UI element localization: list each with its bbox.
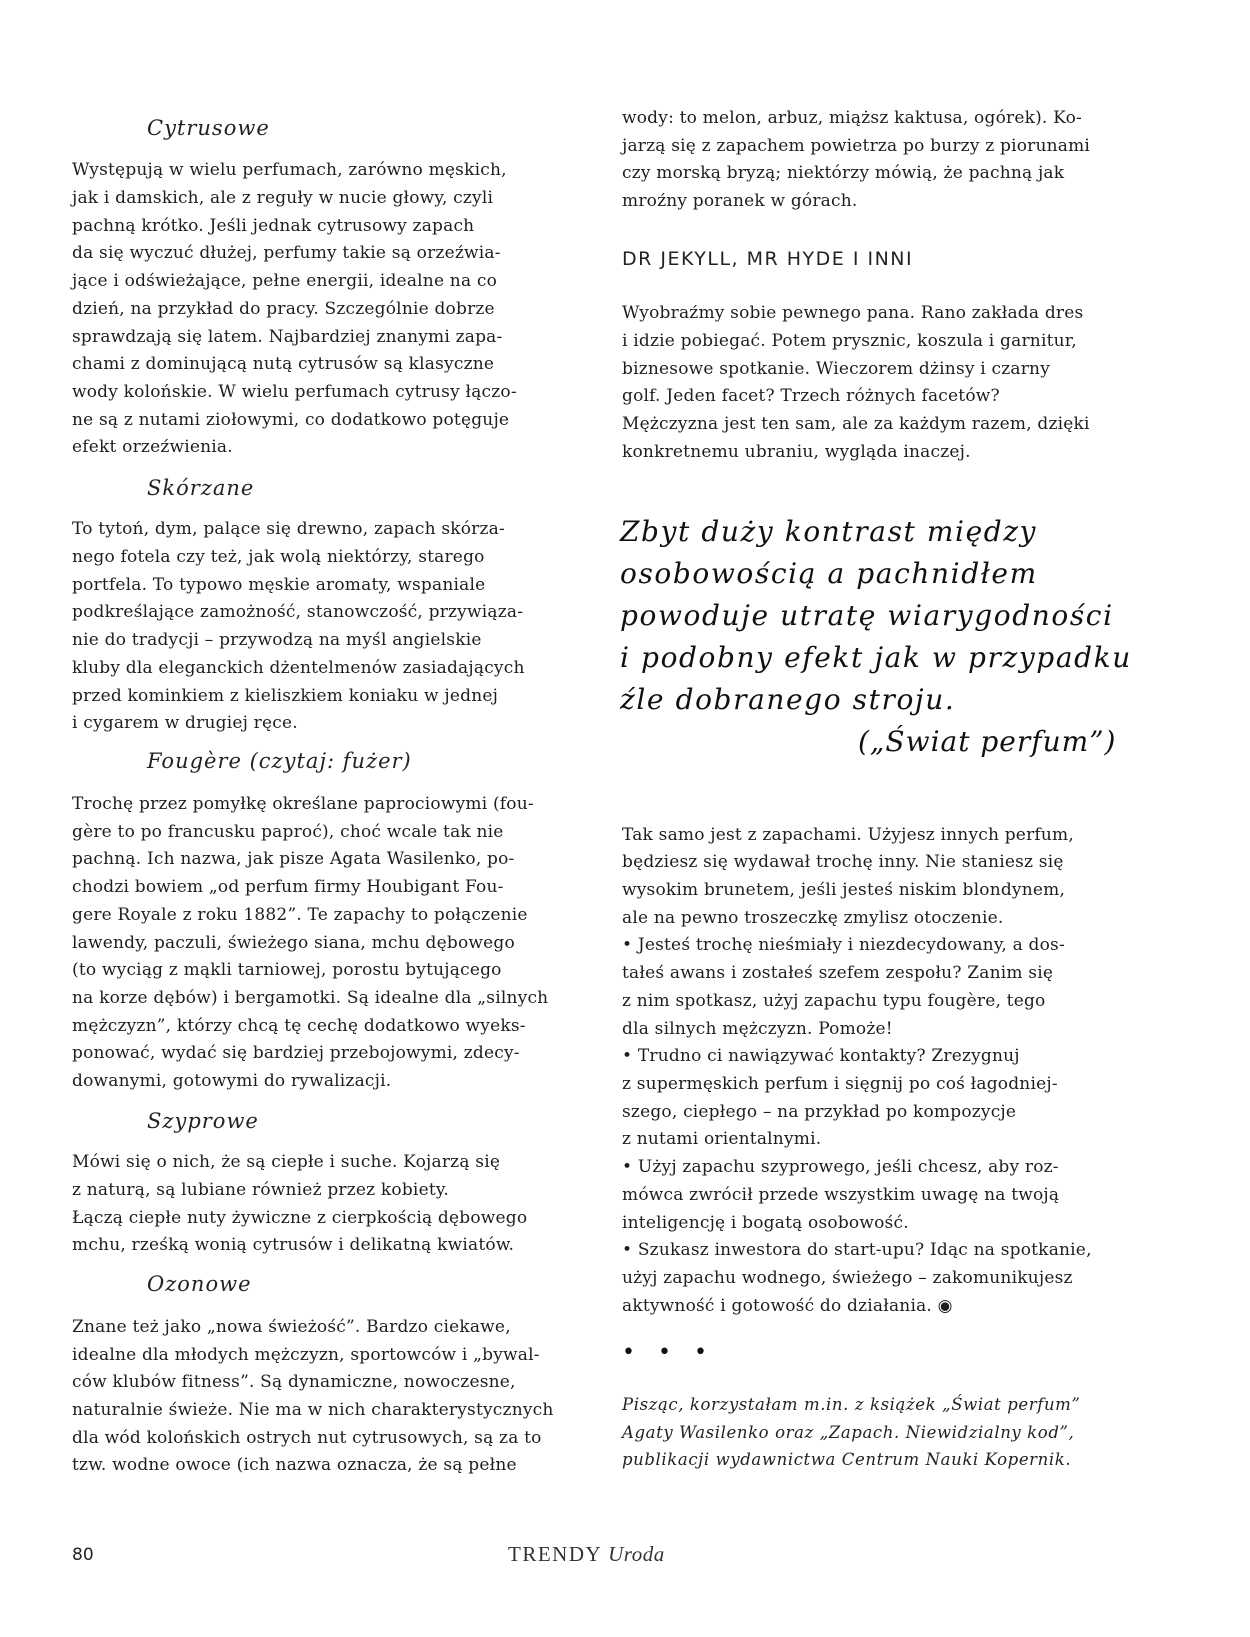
body-line: chami z dominującą nutą cytrusów są klasyczne xyxy=(72,354,495,374)
body-line: Łączą ciepłe nuty żywiczne z cierpkością dębowego xyxy=(72,1208,528,1228)
bullet-item: • Jesteś trochę nieśmiały i niezdecydowany, a dos- xyxy=(622,935,1065,955)
section-heading-dr-jekyll: DR JEKYLL, MR HYDE I INNI xyxy=(622,248,914,270)
section-heading-cytrusowe: Cytrusowe xyxy=(147,116,270,140)
body-line: przed kominkiem z kieliszkiem koniaku w jednej xyxy=(72,686,499,706)
body-line: (to wyciąg z mąkli tarniowej, porostu bytującego xyxy=(72,960,502,980)
body-line: użyj zapachu wodnego, świeżego – zakomunikujesz xyxy=(622,1268,1073,1288)
body-line: mchu, rześką wonią cytrusów i delikatną kwiatów. xyxy=(72,1235,515,1255)
body-line: pachną krótko. Jeśli jednak cytrusowy zapach xyxy=(72,216,475,236)
body-line: dla wód kolońskich ostrych nut cytrusowych, są za to xyxy=(72,1428,542,1448)
brand-main: TRENDY xyxy=(508,1542,602,1566)
source-note-line: Pisząc, korzystałam m.in. z książek „Świat perfum” xyxy=(622,1395,1081,1414)
body-line: ale na pewno troszeczkę zmylisz otoczenie. xyxy=(622,908,1004,928)
body-line: tałeś awans i zostałeś szefem zespołu? Zanim się xyxy=(622,963,1054,983)
body-line: nie do tradycji – przywodzą na myśl angielskie xyxy=(72,630,482,650)
body-line: z nim spotkasz, użyj zapachu typu fougère, tego xyxy=(622,991,1046,1011)
body-line: gère to po francusku paproć), choć wcale tak nie xyxy=(72,822,504,842)
body-line: chodzi bowiem „od perfum firmy Houbigant Fou- xyxy=(72,877,504,897)
body-line: będziesz się wydawał trochę inny. Nie staniesz się xyxy=(622,852,1064,872)
bullet-item: • Użyj zapachu szyprowego, jeśli chcesz, aby roz- xyxy=(622,1157,1059,1177)
body-line: wysokim brunetem, jeśli jesteś niskim blondynem, xyxy=(622,880,1066,900)
body-line: konkretnemu ubraniu, wygląda inaczej. xyxy=(622,442,971,462)
body-line: biznesowe spotkanie. Wieczorem dżinsy i czarny xyxy=(622,359,1051,379)
body-line: portfela. To typowo męskie aromaty, wspaniale xyxy=(72,575,486,595)
body-line: i cygarem w drugiej ręce. xyxy=(72,713,298,733)
pull-quote-line: powoduje utratę wiarygodności xyxy=(620,599,1114,632)
body-line: naturalnie świeże. Nie ma w nich charakterystycznych xyxy=(72,1400,554,1420)
pull-quote-line: osobowością a pachnidłem xyxy=(620,557,1038,590)
pull-quote-line: i podobny efekt jak w przypadku xyxy=(620,641,1132,674)
body-line: golf. Jeden facet? Trzech różnych facetów? xyxy=(622,386,1000,406)
body-line: To tytoń, dym, palące się drewno, zapach skórza- xyxy=(72,519,505,539)
body-line: dla silnych mężczyzn. Pomoże! xyxy=(622,1019,893,1039)
body-line: lawendy, paczuli, świeżego siana, mchu dębowego xyxy=(72,933,515,953)
bullet-item: • Szukasz inwestora do start-upu? Idąc na spotkanie, xyxy=(622,1240,1092,1260)
body-line: nego fotela czy też, jak wolą niektórzy, starego xyxy=(72,547,485,567)
magazine-brand xyxy=(508,1542,665,1567)
section-separator: • • • xyxy=(622,1340,715,1365)
body-line: jące i odświeżające, pełne energii, idealne na co xyxy=(72,271,498,291)
pull-quote-line: źle dobranego stroju. xyxy=(620,683,956,716)
body-line: Wyobraźmy sobie pewnego pana. Rano zakłada dres xyxy=(622,303,1084,323)
body-line: da się wyczuć dłużej, perfumy takie są orzeźwia- xyxy=(72,243,501,263)
body-line: idealne dla młodych mężczyzn, sportowców i „bywal- xyxy=(72,1345,540,1365)
body-line: gere Royale z roku 1882”. Te zapachy to połączenie xyxy=(72,905,528,925)
body-line: i idzie pobiegać. Potem prysznic, koszula i garnitur, xyxy=(622,331,1077,351)
body-line: ponować, wydać się bardziej przebojowymi, zdecy- xyxy=(72,1043,520,1063)
body-line: dowanymi, gotowymi do rywalizacji. xyxy=(72,1071,392,1091)
section-heading-ozonowe: Ozonowe xyxy=(147,1272,252,1296)
source-note-line: Agaty Wasilenko oraz „Zapach. Niewidzialny kod”, xyxy=(622,1423,1075,1442)
body-line: Występują w wielu perfumach, zarówno męskich, xyxy=(72,160,507,180)
body-line: dzień, na przykład do pracy. Szczególnie dobrze xyxy=(72,299,495,319)
body-line: ne są z nutami ziołowymi, co dodatkowo potęguje xyxy=(72,410,510,430)
body-line: Trochę przez pomyłkę określane paprociowymi (fou- xyxy=(72,794,534,814)
body-line: pachną. Ich nazwa, jak pisze Agata Wasilenko, po- xyxy=(72,849,515,869)
bullet-item: • Trudno ci nawiązywać kontakty? Zrezygnuj xyxy=(622,1046,1020,1066)
source-note-line: publikacji wydawnictwa Centrum Nauki Kopernik. xyxy=(622,1450,1072,1469)
section-heading-fougere: Fougère (czytaj: fużer) xyxy=(147,749,412,773)
body-line: Znane też jako „nowa świeżość”. Bardzo ciekawe, xyxy=(72,1317,511,1337)
body-line: jak i damskich, ale z reguły w nucie głowy, czyli xyxy=(72,188,494,208)
brand-italic: Uroda xyxy=(608,1542,665,1566)
body-line: Mówi się o nich, że są ciepłe i suche. Kojarzą się xyxy=(72,1152,501,1172)
body-line: mroźny poranek w górach. xyxy=(622,191,858,211)
body-line: aktywność i gotowość do działania. ◉ xyxy=(622,1296,953,1316)
body-line: na korze dębów) i bergamotki. Są idealne dla „silnych xyxy=(72,988,549,1008)
body-line: mówca zwrócił przede wszystkim uwagę na twoją xyxy=(622,1185,1060,1205)
body-line: inteligencję i bogatą osobowość. xyxy=(622,1213,909,1233)
body-line: podkreślające zamożność, stanowczość, przywiąza- xyxy=(72,602,524,622)
body-line: wody: to melon, arbuz, miąższ kaktusa, ogórek). Ko- xyxy=(622,108,1082,128)
pull-quote-source: („Świat perfum”) xyxy=(858,725,1117,758)
body-line: z supermęskich perfum i sięgnij po coś łagodniej- xyxy=(622,1074,1058,1094)
body-line: z nutami orientalnymi. xyxy=(622,1129,822,1149)
body-line: z naturą, są lubiane również przez kobiety. xyxy=(72,1180,450,1200)
body-line: Tak samo jest z zapachami. Użyjesz innych perfum, xyxy=(622,825,1074,845)
pull-quote-line: Zbyt duży kontrast między xyxy=(620,515,1038,548)
body-line: ców klubów fitness”. Są dynamiczne, nowoczesne, xyxy=(72,1372,516,1392)
body-line: efekt orzeźwienia. xyxy=(72,437,233,457)
body-line: jarzą się z zapachem powietrza po burzy z piorunami xyxy=(622,136,1091,156)
body-line: szego, ciepłego – na przykład po kompozycje xyxy=(622,1102,1017,1122)
body-line: kluby dla eleganckich dżentelmenów zasiadających xyxy=(72,658,525,678)
section-heading-skorzane: Skórzane xyxy=(147,476,255,500)
section-heading-szyprowe: Szyprowe xyxy=(147,1109,259,1133)
page-number: 80 xyxy=(72,1545,94,1565)
body-line: wody kolońskie. W wielu perfumach cytrusy łączo- xyxy=(72,382,517,402)
body-line: sprawdzają się latem. Najbardziej znanymi zapa- xyxy=(72,327,503,347)
body-line: mężczyzn”, którzy chcą tę cechę dodatkowo wyeks- xyxy=(72,1016,526,1036)
body-line: tzw. wodne owoce (ich nazwa oznacza, że są pełne xyxy=(72,1455,517,1475)
body-line: czy morską bryzą; niektórzy mówią, że pachną jak xyxy=(622,163,1065,183)
body-line: Mężczyzna jest ten sam, ale za każdym razem, dzięki xyxy=(622,414,1090,434)
